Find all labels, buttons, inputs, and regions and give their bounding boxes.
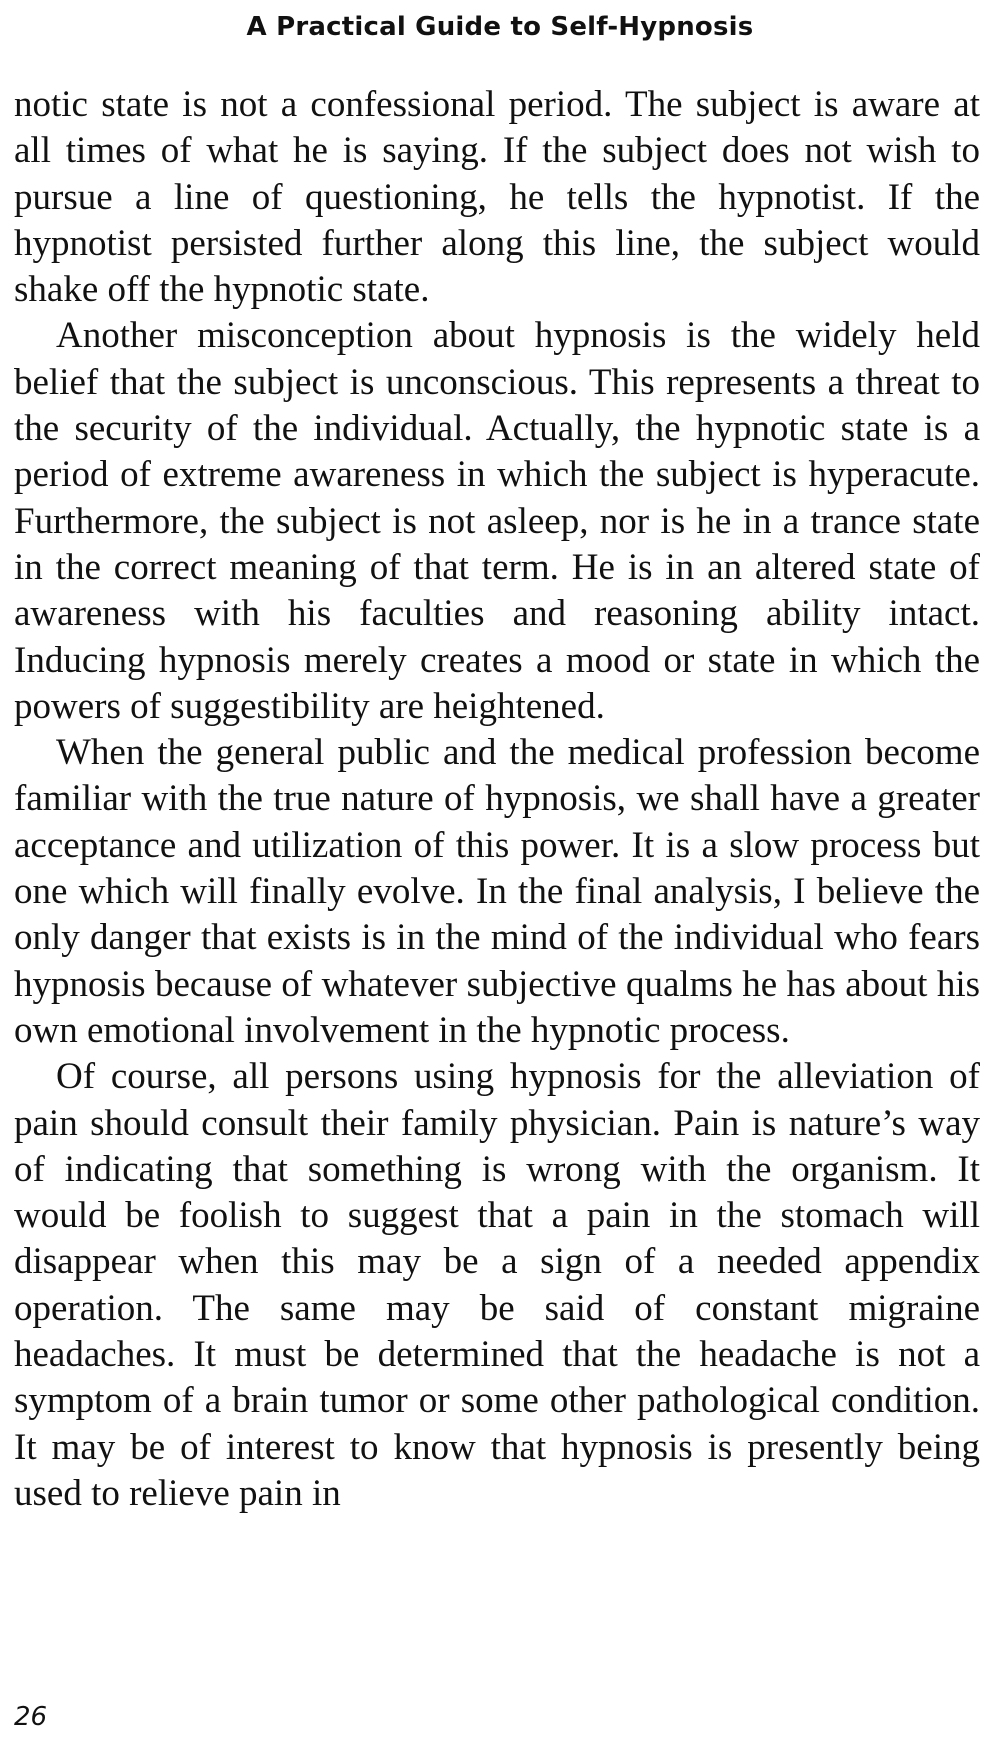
- page-number: 26: [14, 1702, 48, 1732]
- paragraph-misconception: Another misconception about hypnosis is the widely held belief that the subject is unconscious. This represents a threat to the security of the individual. Actually, the hypnotic state is a period of extreme awareness in which the subject is hyperacute. Furthermore, the subject is not asleep, nor is he in a trance state in the correct meaning of that term. He is in an altered state of awareness with his faculties and reasoning ability intact. Inducing hypnosis merely creates a mood or state in which the powers of suggestibility are heightened.: [14, 315, 980, 727]
- body-text: [14, 82, 980, 1517]
- paragraph-pain-physician: Of course, all persons using hypnosis for the alleviation of pain should consult their family physician. Pain is nature’s way of indicating that something is wrong with the organism. It would be foolish to suggest that a pain in the stomach will disappear when this may be a sign of a needed appendix operation. The same may be said of constant migraine headaches. It must be determined that the headache is not a symptom of a brain tumor or some other pathological condition. It may be of interest to know that hypnosis is presently being used to relieve pain in: [14, 1056, 980, 1514]
- paragraph-public-acceptance: When the general public and the medical profession become familiar with the true nature of hypnosis, we shall have a greater acceptance and utilization of this power. It is a slow process but one which will finally evolve. In the final analysis, I believe the only danger that exists is in the mind of the individual who fears hypnosis because of whatever subjective qualms he has about his own emotional involvement in the hypnotic process.: [14, 732, 980, 1051]
- running-head: A Practical Guide to Self-Hypnosis: [246, 12, 754, 42]
- paragraph-continued: notic state is not a confessional period. The subject is aware at all times of what he is saying. If the subject does not wish to pursue a line of questioning, he tells the hypnotist. If the hypnotist persisted further along this line, the subject would shake off the hypnotic state.: [14, 84, 980, 311]
